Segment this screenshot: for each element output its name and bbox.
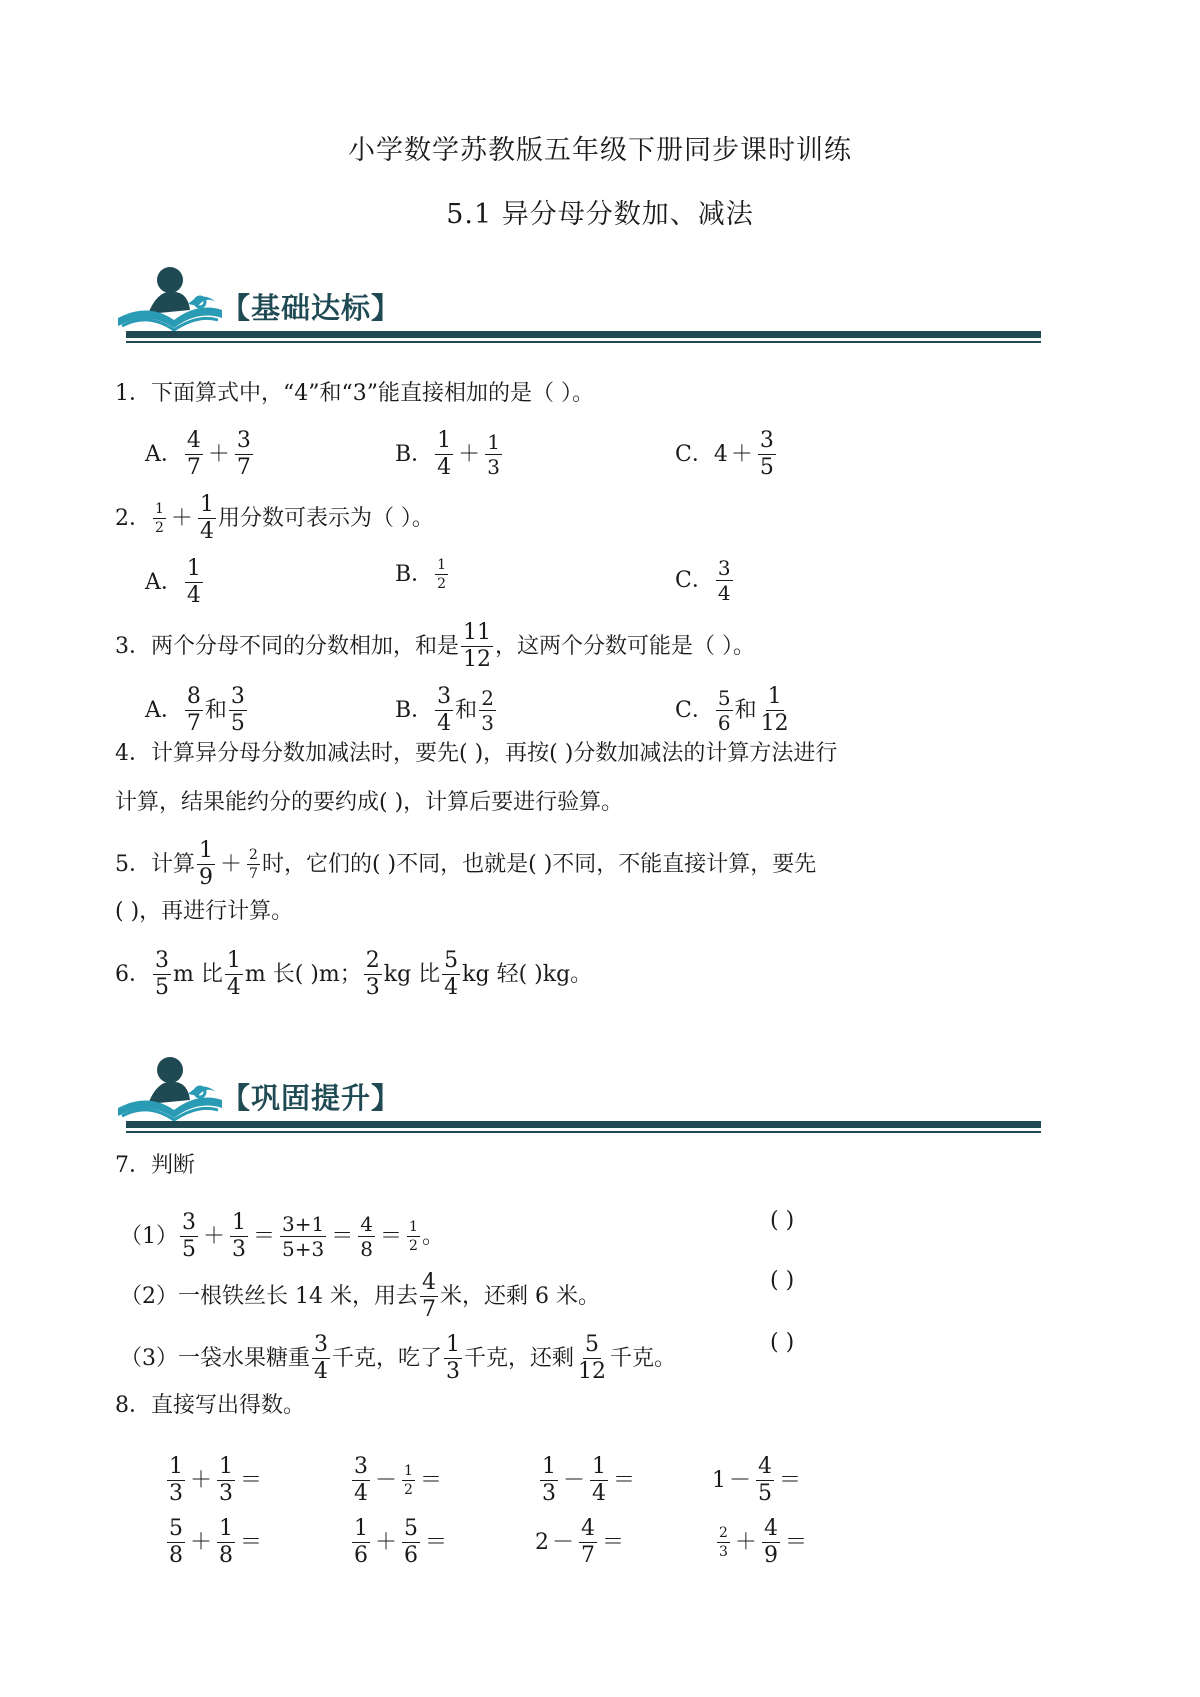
operator: ＋ [203,1223,226,1249]
calc-item [165,1456,265,1505]
q3-option-a[interactable] [145,686,249,735]
denominator: 4 [592,1481,607,1506]
section-banner-advanced [118,1052,1048,1152]
denominator: 9 [199,865,214,890]
numerator: 1 [199,838,214,863]
question-text: m 比 [173,961,223,987]
numerator: 1 [592,1454,607,1479]
fraction [197,840,215,889]
operator: ＋ [734,1529,757,1555]
fraction [185,686,203,735]
fraction [576,1334,608,1383]
numerator: 4 [581,1516,596,1541]
fraction [235,430,253,479]
divider [126,1121,1041,1128]
question-2 [115,494,434,543]
whole-number: 4 [713,441,728,467]
denominator: 5 [182,1237,196,1262]
section-heading: 【基础达标】 [221,291,402,325]
denominator: 3 [232,1237,247,1262]
denominator: 7 [186,455,201,480]
page-title: 小学数学苏教版五年级下册同步课时训练 [348,135,852,166]
denominator: 2 [409,1238,418,1254]
numerator: 1 [409,1219,418,1235]
whole-number: 1 [712,1467,726,1493]
numerator: 1 [226,948,241,973]
fraction [185,558,203,607]
numerator: 1 [219,1454,234,1479]
fraction [716,688,733,733]
page-subtitle: 5.1 异分母分数加、减法 [446,199,754,230]
fraction [590,1456,608,1505]
fraction [435,430,453,479]
numerator: 4 [763,1516,778,1541]
denominator: 6 [404,1543,419,1568]
denominator: 7 [186,711,201,736]
numerator: 1 [487,430,500,454]
fraction [280,1214,326,1259]
operator: － [552,1529,575,1555]
question-3 [115,622,755,671]
operator: ＋ [220,851,243,877]
q7-part-2 [120,1272,600,1321]
fraction [402,1518,420,1567]
fraction [225,950,243,999]
denominator: 4 [186,583,201,608]
question-4-line-2: 计算，结果能约分的要约成( )，计算后要进行验算。 [115,790,624,815]
numerator: 5 [444,948,459,973]
numerator: 1 [404,1463,413,1479]
question-8-title: 8．直接写出得数。 [115,1393,305,1418]
question-5 [115,840,816,889]
question-text: 用分数可表示为（ ）。 [217,505,434,531]
equals: ＝ [331,1223,354,1249]
equals: ＝ [253,1223,276,1249]
numerator: 3 [759,428,774,453]
denominator: 12 [760,711,789,736]
equals: ＝ [613,1467,636,1493]
operator: ＋ [730,441,753,467]
fraction [762,1518,780,1567]
calc-item [715,1518,810,1567]
numerator: 3 [437,684,452,709]
operator: － [375,1467,398,1493]
reader-logo-icon [118,262,228,342]
q1-option-a[interactable] [145,430,255,479]
equals: ＝ [779,1467,802,1493]
part-label: （3） [120,1345,178,1371]
reader-logo-icon [118,1052,228,1132]
fraction [217,1518,235,1567]
q2-option-c[interactable] [675,558,735,603]
denominator: 4 [226,975,241,1000]
numerator: 2 [719,1525,728,1541]
numerator: 5 [404,1516,419,1541]
fraction [579,1518,597,1567]
denominator: 4 [437,711,452,736]
fraction [185,430,203,479]
question-text: 米，还剩 6 米。 [439,1283,600,1309]
denominator: 4 [437,455,452,480]
fraction [540,1456,558,1505]
numerator: 1 [186,556,201,581]
numerator: 1 [354,1516,368,1541]
denominator: 3 [365,975,380,1000]
numerator: 2 [481,686,494,710]
calc-item [712,1456,804,1505]
numerator: 3 [354,1454,368,1479]
question-text: 一袋水果糖重 [178,1345,311,1371]
denominator: 12 [463,647,492,672]
fraction [358,1214,375,1259]
divider [126,341,1041,343]
denominator: 4 [354,1481,368,1506]
numerator: 1 [155,501,164,517]
question-text: 一根铁丝长 14 米，用去 [178,1283,418,1309]
denominator: 3 [446,1359,461,1384]
part-label: （2） [120,1283,178,1309]
fraction [420,1272,438,1321]
fraction [435,558,448,591]
denominator: 5 [230,711,245,736]
denominator: 6 [717,711,731,735]
answer-blank[interactable]: ( ) [770,1268,795,1293]
calc-item [165,1518,265,1567]
operator: ＋ [170,505,193,531]
operator: － [563,1467,586,1493]
denominator: 2 [437,576,447,592]
question-number: 1． [115,381,151,406]
numerator: 4 [421,1270,436,1295]
q3-option-b[interactable] [395,686,498,735]
section-banner-basic [118,262,1048,362]
numerator: 1 [446,1332,461,1357]
fraction [167,1456,185,1505]
numerator: 3 [182,1210,196,1235]
numerator: 1 [169,1454,183,1479]
question-1 [115,380,594,408]
section-heading: 【巩固提升】 [221,1081,402,1115]
and-text: 和 [455,697,478,723]
question-text: kg 比 [383,961,441,987]
numerator: 5 [717,686,731,710]
denominator: 4 [717,581,731,605]
fraction [167,1518,185,1567]
denominator: 7 [581,1543,596,1568]
fraction [153,502,166,535]
question-6 [115,950,592,999]
calc-item [538,1456,638,1505]
denominator: 3 [487,455,500,479]
answer-blank[interactable]: ( ) [770,1208,795,1233]
calc-item [350,1456,445,1505]
period: 。 [421,1223,444,1249]
fraction [229,686,247,735]
denominator: 7 [421,1297,436,1322]
denominator: 7 [249,866,258,882]
numerator: 1 [437,428,452,453]
question-number: 6． [115,961,151,987]
numerator: 1 [767,684,782,709]
fraction [479,688,496,733]
operator: － [729,1467,752,1493]
denominator: 4 [199,519,214,544]
q3-option-c[interactable] [675,686,793,735]
option-label: B． [395,697,434,723]
equals: ＝ [240,1467,263,1493]
denominator: 3 [219,1481,234,1506]
denominator: 3 [719,1544,728,1560]
fraction [461,622,493,671]
equals: ＝ [240,1529,263,1555]
calc-item [350,1518,450,1567]
equals: ＝ [425,1529,448,1555]
operator: ＋ [207,441,230,467]
numerator: 1 [232,1210,247,1235]
q2-option-a[interactable] [145,558,205,607]
numerator: 1 [437,557,447,573]
and-text: 和 [734,697,757,723]
question-5-line-2: ( )，再进行计算。 [115,899,294,924]
question-text: 两个分母不同的分数相加，和是 [151,633,460,659]
operator: ＋ [458,441,481,467]
question-text: 下面算式中，“4”和“3”能直接相加的是（ ）。 [151,381,594,406]
denominator: 4 [444,975,459,1000]
option-label: B． [395,561,434,587]
q2-option-b[interactable] [395,558,450,591]
question-text: m 长( )m； [244,961,362,987]
calc-item [535,1518,627,1567]
q1-option-c[interactable] [675,430,778,479]
fraction [717,1526,730,1559]
option-label: B． [395,441,434,467]
question-text: 时，它们的( )不同，也就是( )不同，不能直接计算，要先 [261,851,817,877]
option-label: A． [145,697,183,723]
question-number: 5． [115,851,151,877]
fraction [759,686,791,735]
fraction [352,1518,370,1567]
numerator: 3 [155,948,169,973]
and-text: 和 [204,697,227,723]
numerator: 3 [314,1332,329,1357]
numerator: 3 [236,428,251,453]
fraction [312,1334,330,1383]
question-text: 计算 [151,851,196,877]
question-text: 千克。 [610,1345,677,1371]
fraction [442,950,460,999]
divider [126,1131,1041,1133]
numerator: 2 [249,847,258,863]
answer-blank[interactable]: ( ) [770,1330,795,1355]
part-label: （1） [120,1223,178,1249]
q1-option-b[interactable] [395,430,504,479]
q7-part-1 [120,1212,444,1261]
equals: ＝ [380,1223,403,1249]
denominator: 12 [578,1359,607,1384]
fraction [756,1456,774,1505]
denominator: 5 [759,455,774,480]
numerator: 1 [219,1516,234,1541]
denominator: 9 [763,1543,778,1568]
fraction [153,950,171,999]
equals: ＝ [602,1529,625,1555]
numerator: 4 [186,428,201,453]
fraction [407,1220,420,1253]
question-number: 2． [115,505,151,531]
question-text: ，这两个分数可能是（ ）。 [495,633,756,659]
denominator: 8 [169,1543,183,1568]
fraction [444,1334,462,1383]
whole-number: 2 [535,1529,549,1555]
denominator: 2 [404,1482,413,1498]
numerator: 3 [230,684,245,709]
operator: ＋ [190,1529,213,1555]
option-label: C． [675,697,714,723]
fraction [230,1212,248,1261]
fraction [716,558,733,603]
denominator: 3 [542,1481,556,1506]
denominator: 6 [354,1543,368,1568]
denominator: 2 [155,520,164,536]
numerator: 8 [186,684,201,709]
equals: ＝ [784,1529,807,1555]
question-text: kg 轻( )kg。 [462,961,593,987]
numerator: 5 [585,1332,600,1357]
denominator: 4 [314,1359,329,1384]
operator: ＋ [375,1529,398,1555]
denominator: 7 [236,455,251,480]
question-number: 3． [115,633,151,659]
option-label: A． [145,441,183,467]
denominator: 5 [758,1481,773,1506]
fraction [485,432,502,477]
fraction [198,494,216,543]
numerator: 1 [199,492,214,517]
fraction [758,430,776,479]
question-4-line-1: 4．计算异分母分数加减法时，要先( )，再按( )分数加减法的计算方法进行 [115,741,838,766]
divider [126,331,1041,338]
numerator: 1 [542,1454,556,1479]
fraction [402,1464,415,1497]
denominator: 5+3 [282,1237,325,1261]
fraction [352,1456,370,1505]
equals: ＝ [419,1467,442,1493]
numerator: 11 [463,620,492,645]
numerator: 3+1 [282,1212,325,1236]
numerator: 5 [169,1516,183,1541]
fraction [247,848,260,881]
option-label: C． [675,441,714,467]
q7-part-3 [120,1334,676,1383]
fraction [364,950,382,999]
question-text: 千克，还剩 [464,1345,575,1371]
fraction [435,686,453,735]
numerator: 2 [365,948,380,973]
denominator: 3 [169,1481,183,1506]
operator: ＋ [190,1467,213,1493]
question-7-title: 7．判断 [115,1153,195,1178]
denominator: 5 [155,975,169,1000]
fraction [180,1212,198,1261]
option-label: C． [675,567,714,593]
fraction [217,1456,235,1505]
numerator: 4 [758,1454,773,1479]
numerator: 4 [360,1212,373,1236]
option-label: A． [145,569,183,595]
denominator: 3 [481,711,494,735]
denominator: 8 [360,1237,373,1261]
numerator: 3 [717,556,731,580]
question-text: 千克，吃了 [332,1345,443,1371]
denominator: 8 [219,1543,234,1568]
